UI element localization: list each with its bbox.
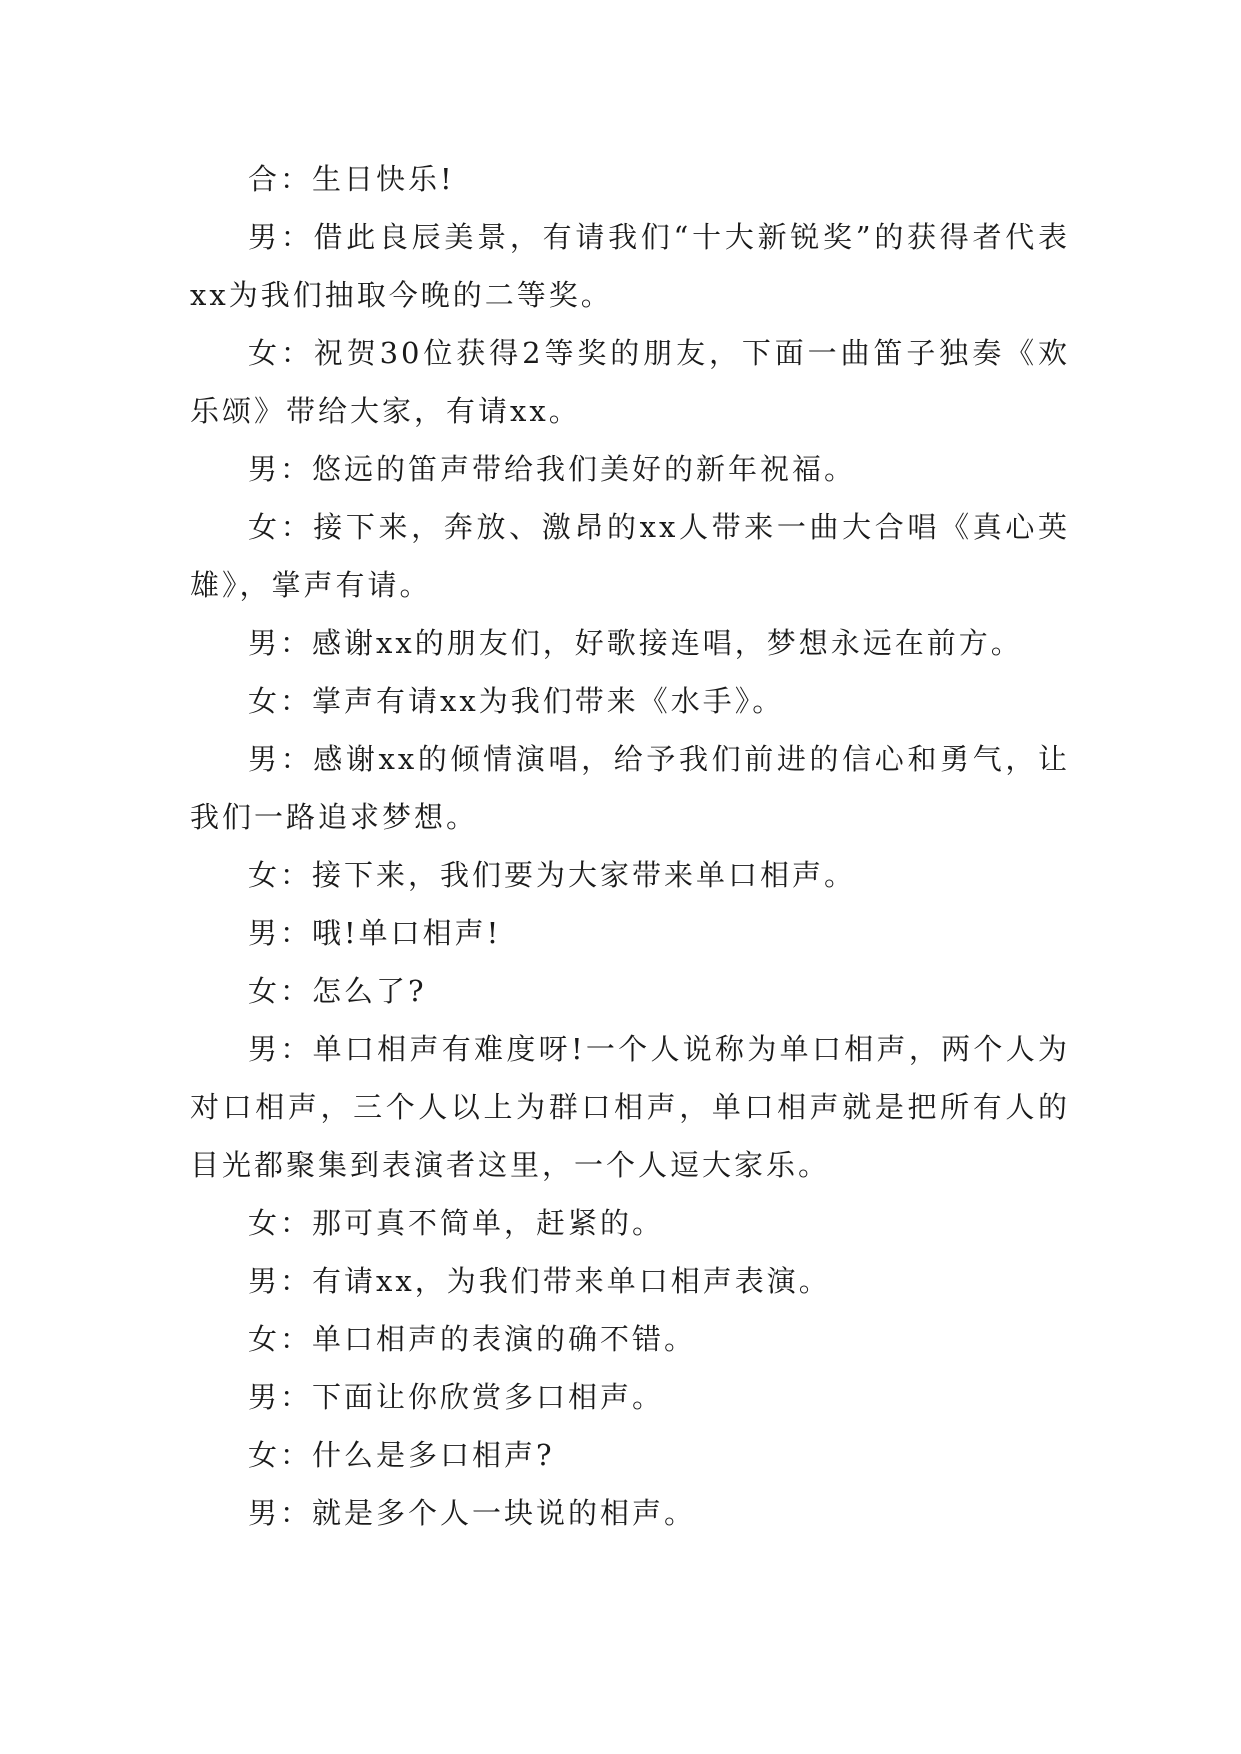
- paragraph: 女：接下来，奔放、激昂的xx人带来一曲大合唱《真心英雄》，掌声有请。: [190, 510, 1070, 602]
- paragraph: 男：感谢xx的朋友们，好歌接连唱，梦想永远在前方。: [248, 626, 1023, 660]
- paragraph: 男：感谢xx的倾情演唱，给予我们前进的信心和勇气，让我们一路追求梦想。: [190, 742, 1070, 834]
- paragraph: 男：有请xx，为我们带来单口相声表演。: [248, 1264, 831, 1298]
- paragraph: 男：就是多个人一块说的相声。: [248, 1496, 697, 1530]
- paragraph: 女：什么是多口相声?: [248, 1438, 555, 1472]
- paragraph: 女：那可真不简单，赶紧的。: [248, 1206, 665, 1240]
- paragraph: 合：生日快乐!: [248, 162, 455, 196]
- paragraph: 女：单口相声的表演的确不错。: [248, 1322, 697, 1356]
- document-body: [190, 150, 1070, 1542]
- paragraph: 女：祝贺30位获得2等奖的朋友，下面一曲笛子独奏《欢乐颂》带给大家，有请xx。: [190, 336, 1070, 428]
- paragraph: 女：接下来，我们要为大家带来单口相声。: [248, 858, 857, 892]
- paragraph: 男：借此良辰美景，有请我们“十大新锐奖”的获得者代表xx为我们抽取今晚的二等奖。: [190, 220, 1070, 312]
- paragraph: 女：掌声有请xx为我们带来《水手》。: [248, 684, 785, 718]
- paragraph: 男：哦!单口相声!: [248, 916, 502, 950]
- paragraph: 男：单口相声有难度呀!一个人说称为单口相声，两个人为对口相声，三个人以上为群口相声，单口相声就是把所有人的目光都聚集到表演者这里，一个人逗大家乐。: [190, 1032, 1070, 1182]
- paragraph: 男：下面让你欣赏多口相声。: [248, 1380, 665, 1414]
- paragraph: 女：怎么了?: [248, 974, 427, 1008]
- paragraph: 男：悠远的笛声带给我们美好的新年祝福。: [248, 452, 857, 486]
